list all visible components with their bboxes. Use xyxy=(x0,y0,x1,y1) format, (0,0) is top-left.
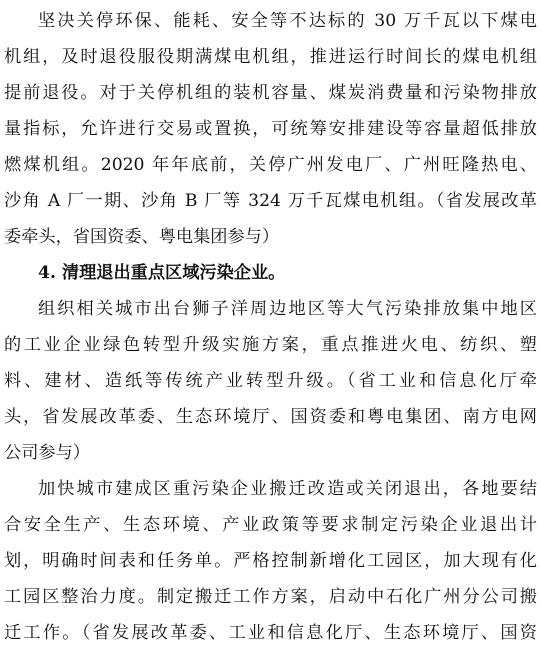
paragraph-line-17: 工园区整治力度。制定搬迁工作方案，启动中石化广州分公司搬 xyxy=(4,587,537,607)
paragraph-line-14: 加快城市建成区重污染企业搬迁改造或关闭退出，各地要结 xyxy=(38,479,537,499)
paragraph-line-10: 的工业企业绿色转型升级实施方案，重点推进火电、纺织、塑 xyxy=(4,335,537,355)
paragraph-line-15: 合安全生产、生态环境、产业政策等要求制定污染企业退出计 xyxy=(4,515,537,535)
section-heading: 4. 清理退出重点区域污染企业。 xyxy=(38,263,286,283)
paragraph-line-4: 量指标，允许进行交易或置换，可统筹安排建设等容量超低排放 xyxy=(4,119,537,139)
paragraph-line-7: 委牵头，省国资委、粤电集团参与） xyxy=(4,227,280,247)
paragraph-line-9: 组织相关城市出台狮子洋周边地区等大气污染排放集中地区 xyxy=(38,299,537,319)
paragraph-line-18: 迁工作。（省发展改革委、工业和信息化厅、生态环境厅、国资 xyxy=(4,623,537,643)
paragraph-line-16: 划，明确时间表和任务单。严格控制新增化工园区，加大现有化 xyxy=(4,551,537,571)
paragraph-line-1: 坚决关停环保、能耗、安全等不达标的 30 万千瓦以下煤电 xyxy=(38,11,537,31)
paragraph-line-12: 头，省发展改革委、生态环境厅、国资委和粤电集团、南方电网 xyxy=(4,407,537,427)
paragraph-line-6: 沙角 A 厂一期、沙角 B 厂等 324 万千瓦煤电机组。（省发展改革 xyxy=(4,191,537,211)
paragraph-line-5: 燃煤机组。2020 年年底前，关停广州发电厂、广州旺隆热电、 xyxy=(4,155,537,175)
paragraph-line-3: 提前退役。对于关停机组的装机容量、煤炭消费量和污染物排放 xyxy=(4,83,537,103)
paragraph-line-11: 料、建材、造纸等传统产业转型升级。（省工业和信息化厅牵 xyxy=(4,371,537,391)
paragraph-line-2: 机组，及时退役服役期满煤电机组，推进运行时间长的煤电机组 xyxy=(4,47,537,67)
paragraph-line-13: 公司参与） xyxy=(4,443,90,463)
